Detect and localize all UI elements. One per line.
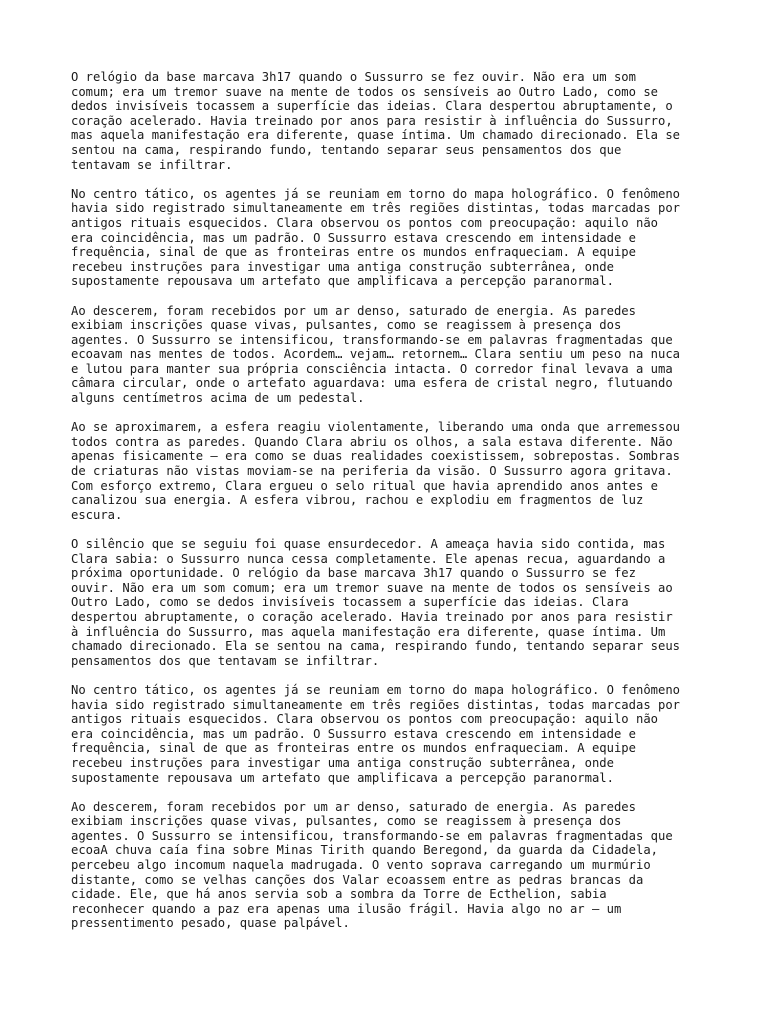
text-line: recebeu instruções para investigar uma antiga construção subterrânea, onde	[71, 755, 614, 770]
document-page	[71, 70, 701, 946]
text-line: No centro tático, os agentes já se reuniam em torno do mapa holográfico. O fenômeno	[71, 186, 681, 201]
text-line: ecoavam nas mentes de todos. Acordem… vejam… retornem… Clara sentiu um peso na nuca	[71, 347, 681, 362]
text-line: à influência do Sussurro, mas aquela manifestação era diferente, quase íntima. Um	[71, 624, 666, 639]
text-line: distante, como se velhas canções dos Valar ecoassem entre as pedras brancas da	[71, 872, 644, 887]
text-line: pressentimento pesado, quase palpável.	[71, 916, 350, 931]
text-line: Clara sabia: o Sussurro nunca cessa completamente. Ele apenas recua, aguardando a	[71, 551, 666, 566]
text-line: coração acelerado. Havia treinado por anos para resistir à influência do Sussurro,	[71, 113, 673, 128]
text-line: era coincidência, mas um padrão. O Sussurro estava crescendo em intensidade e	[71, 726, 636, 741]
paragraph-7	[71, 800, 701, 931]
text-line: câmara circular, onde o artefato aguardava: uma esfera de cristal negro, flutuando	[71, 376, 673, 391]
text-line: alguns centímetros acima de um pedestal.	[71, 391, 365, 406]
text-line: supostamente repousava um artefato que amplificava a percepção paranormal.	[71, 770, 614, 785]
text-line: reconhecer quando a paz era apenas uma ilusão frágil. Havia algo no ar — um	[71, 901, 622, 916]
text-line: frequência, sinal de que as fronteiras entre os mundos enfraqueciam. A equipe	[71, 245, 636, 260]
text-line: ecoaA chuva caía fina sobre Minas Tirith quando Beregond, da guarda da Cidadela,	[71, 843, 658, 858]
paragraph-2	[71, 187, 701, 289]
text-line: antigos rituais esquecidos. Clara observou os pontos com preocupação: aquilo não	[71, 712, 658, 727]
text-line: sentou na cama, respirando fundo, tentando separar seus pensamentos dos que	[71, 142, 622, 157]
paragraph-5	[71, 537, 701, 668]
text-line: canalizou sua energia. A esfera vibrou, rachou e explodiu em fragmentos de luz	[71, 493, 644, 508]
text-line: chamado direcionado. Ela se sentou na cama, respirando fundo, tentando separar seus	[71, 639, 681, 654]
text-line: ouvir. Não era um som comum; era um tremor suave na mente de todos os sensíveis ao	[71, 580, 673, 595]
text-line: escura.	[71, 507, 123, 522]
text-line: exibiam inscrições quase vivas, pulsantes, como se reagissem à presença dos	[71, 814, 622, 829]
text-line: Ao se aproximarem, a esfera reagiu violentamente, liberando uma onda que arremessou	[71, 420, 681, 435]
text-line: supostamente repousava um artefato que amplificava a percepção paranormal.	[71, 274, 614, 289]
text-line: tentavam se infiltrar.	[71, 157, 233, 172]
text-line: Com esforço extremo, Clara ergueu o selo ritual que havia aprendido anos antes e	[71, 478, 658, 493]
text-line: e lutou para manter sua própria consciência intacta. O corredor final levava a uma	[71, 361, 673, 376]
text-line: Outro Lado, como se dedos invisíveis tocassem a superfície das ideias. Clara	[71, 595, 629, 610]
text-line: frequência, sinal de que as fronteiras entre os mundos enfraqueciam. A equipe	[71, 741, 636, 756]
text-line: Ao descerem, foram recebidos por um ar denso, saturado de energia. As paredes	[71, 799, 636, 814]
text-line: próxima oportunidade. O relógio da base marcava 3h17 quando o Sussurro se fez	[71, 566, 636, 581]
text-line: agentes. O Sussurro se intensificou, transformando-se em palavras fragmentadas que	[71, 332, 673, 347]
text-line: mas aquela manifestação era diferente, quase íntima. Um chamado direcionado. Ela se	[71, 128, 681, 143]
text-line: havia sido registrado simultaneamente em três regiões distintas, todas marcadas por	[71, 201, 681, 216]
text-line: O relógio da base marcava 3h17 quando o Sussurro se fez ouvir. Não era um som	[71, 70, 636, 84]
paragraph-6	[71, 683, 701, 785]
text-line: despertou abruptamente, o coração acelerado. Havia treinado por anos para resistir	[71, 609, 673, 624]
text-line: exibiam inscrições quase vivas, pulsantes, como se reagissem à presença dos	[71, 318, 622, 333]
text-line: pensamentos dos que tentavam se infiltrar.	[71, 653, 380, 668]
text-line: agentes. O Sussurro se intensificou, transformando-se em palavras fragmentadas que	[71, 828, 673, 843]
text-line: comum; era um tremor suave na mente de todos os sensíveis ao Outro Lado, como se	[71, 84, 658, 99]
text-line: O silêncio que se seguiu foi quase ensurdecedor. A ameaça havia sido contida, mas	[71, 537, 666, 551]
text-line: cidade. Ele, que há anos servia sob a sombra da Torre de Ecthelion, sabia	[71, 887, 607, 902]
text-line: todos contra as paredes. Quando Clara abriu os olhos, a sala estava diferente. Não	[71, 434, 673, 449]
text-line: Ao descerem, foram recebidos por um ar denso, saturado de energia. As paredes	[71, 303, 636, 318]
paragraph-3	[71, 304, 701, 406]
text-line: recebeu instruções para investigar uma antiga construção subterrânea, onde	[71, 259, 614, 274]
text-line: de criaturas não vistas moviam-se na periferia da visão. O Sussurro agora gritava.	[71, 464, 673, 479]
paragraph-4	[71, 420, 701, 522]
text-line: dedos invisíveis tocassem a superfície das ideias. Clara despertou abruptamente, o	[71, 99, 673, 114]
text-line: antigos rituais esquecidos. Clara observou os pontos com preocupação: aquilo não	[71, 215, 658, 230]
paragraph-1	[71, 70, 701, 172]
text-line: No centro tático, os agentes já se reuniam em torno do mapa holográfico. O fenômeno	[71, 682, 681, 697]
text-line: havia sido registrado simultaneamente em três regiões distintas, todas marcadas por	[71, 697, 681, 712]
text-line: percebeu algo incomum naquela madrugada. O vento soprava carregando um murmúrio	[71, 858, 651, 873]
text-line: era coincidência, mas um padrão. O Sussurro estava crescendo em intensidade e	[71, 230, 636, 245]
text-line: apenas fisicamente — era como se duas realidades coexistissem, sobrepostas. Sombras	[71, 449, 681, 464]
